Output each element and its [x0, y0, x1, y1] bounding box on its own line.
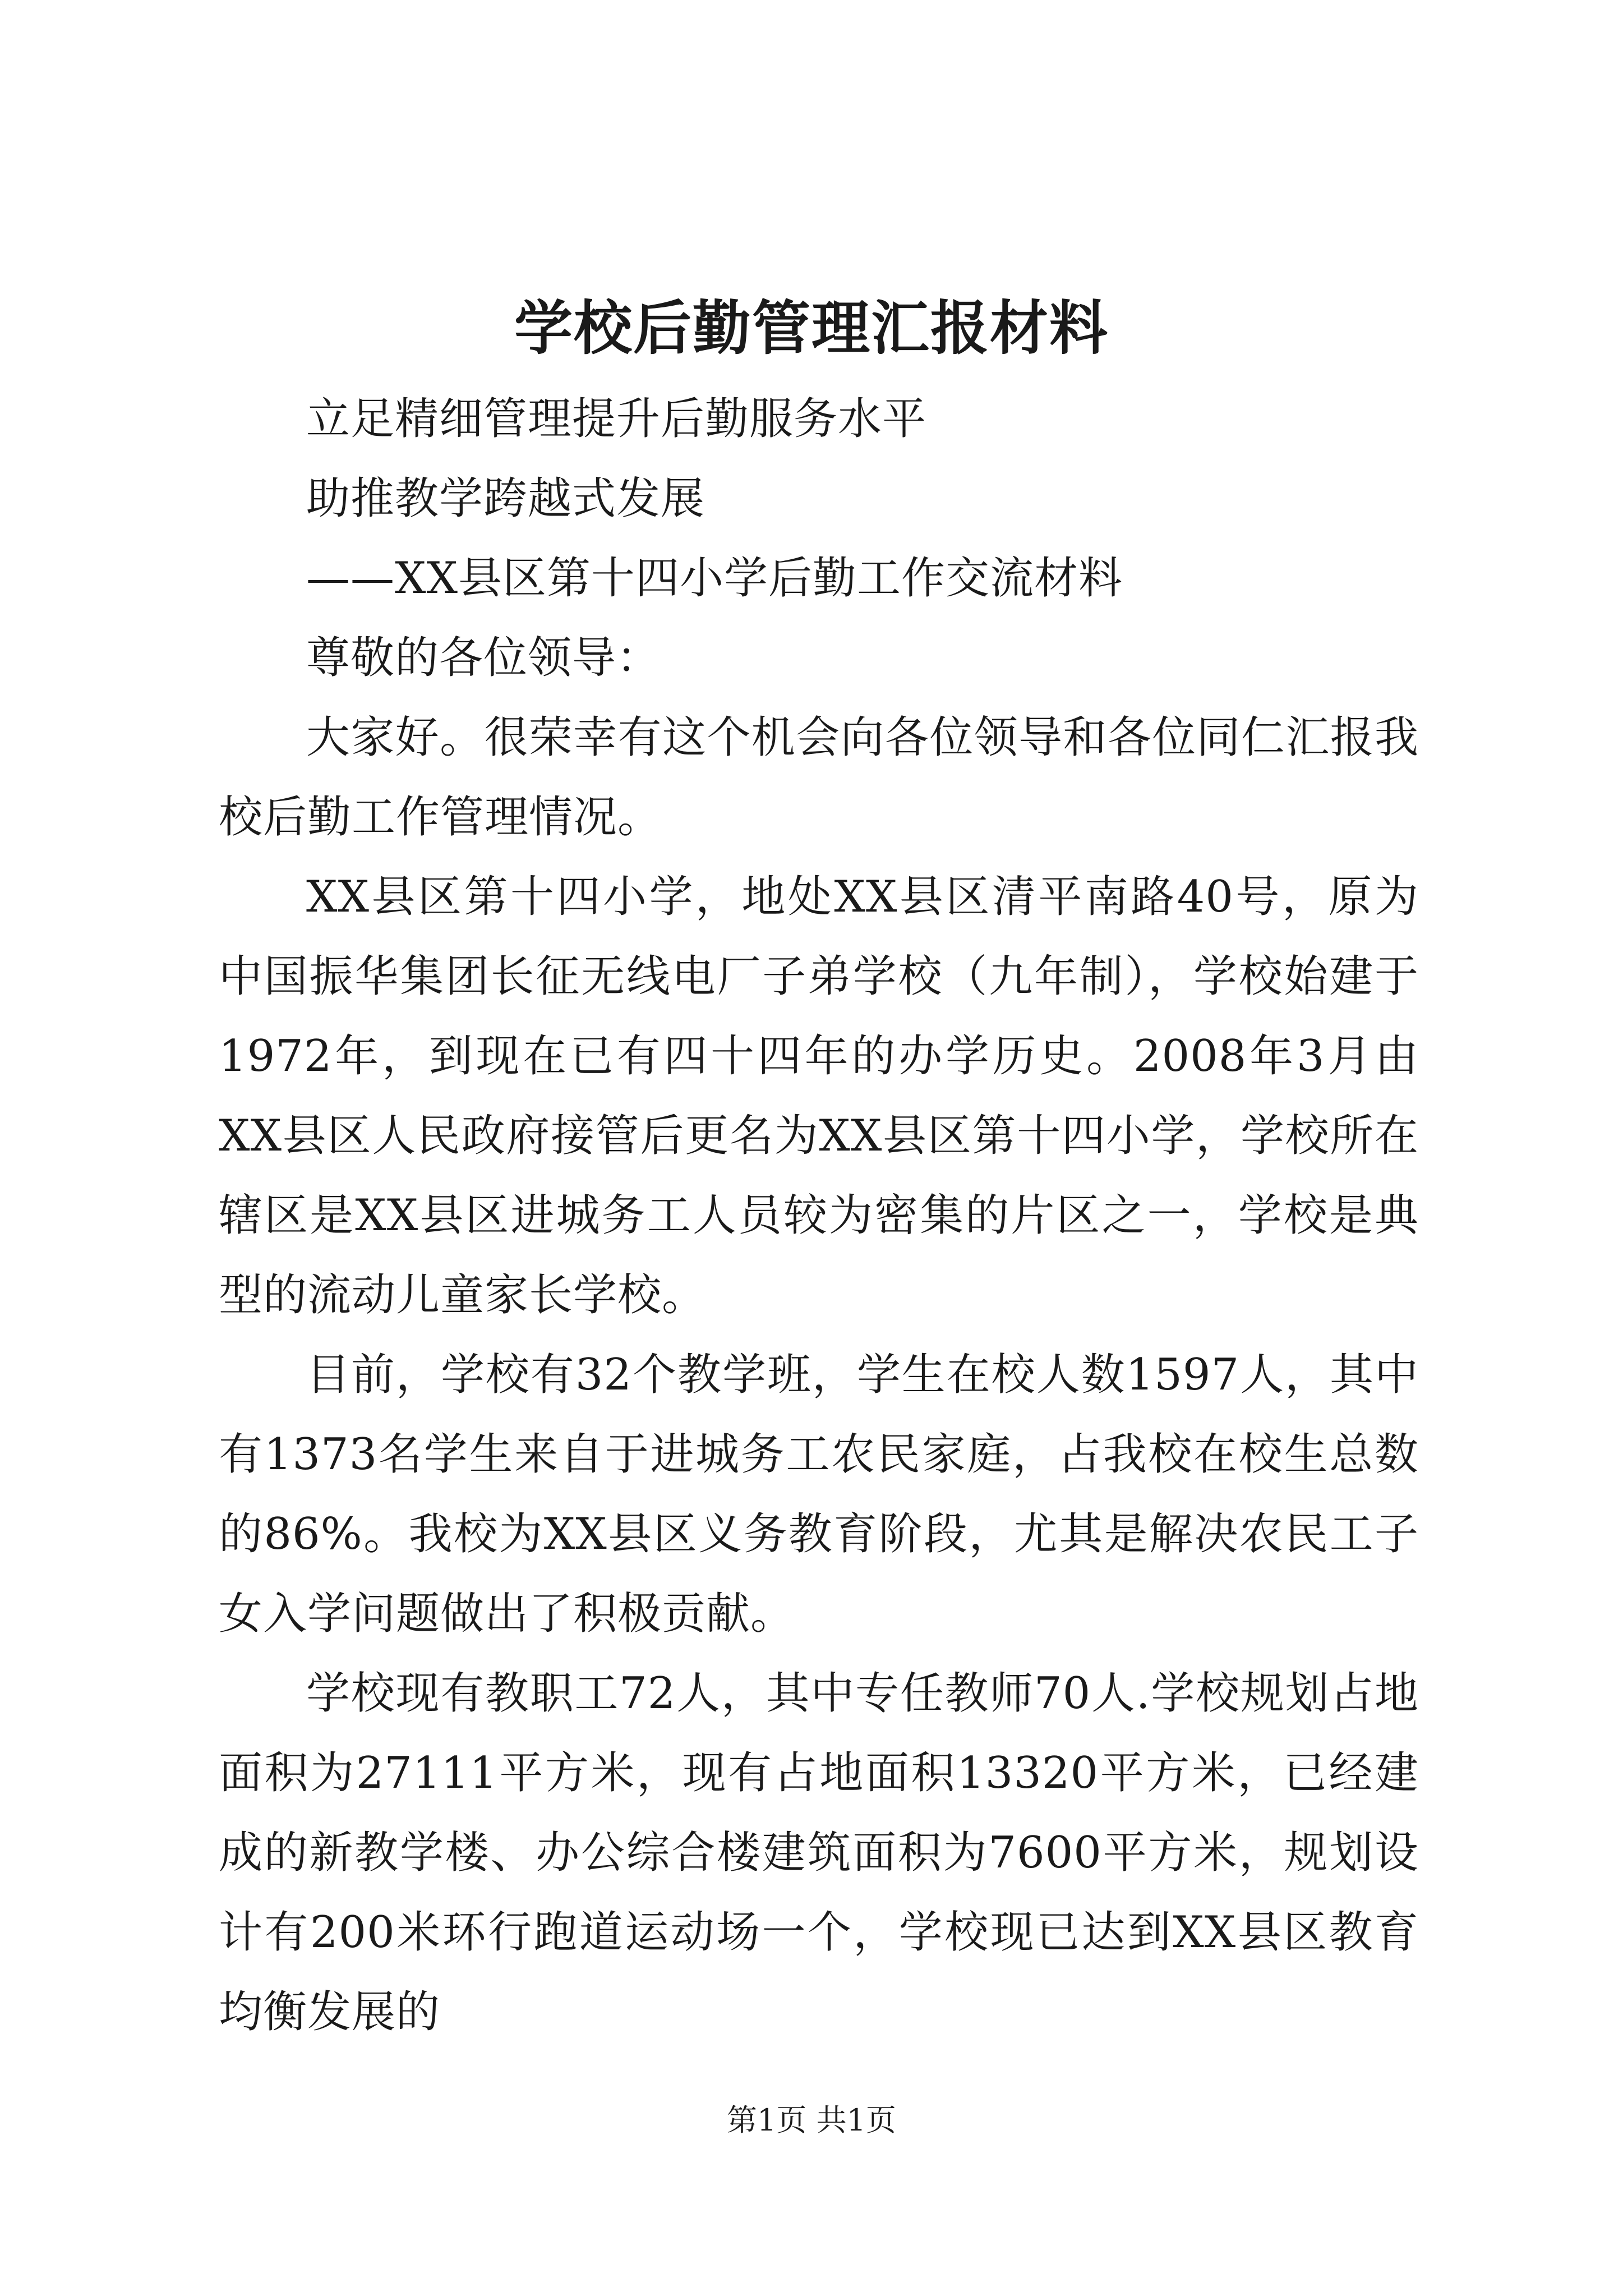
- document-title: 学校后勤管理汇报材料: [514, 293, 1109, 362]
- body-paragraph: 学校现有教职工72人，其中专任教师70人.学校规划占地面积为27111平方米，现有占地面积13320平方米，已经建成的新教学楼、办公综合楼建筑面积为7600平方米，规划设计有200米环行跑道运动场一个，学校现已达到XX县区教育均衡发展的: [219, 1668, 1419, 2037]
- document-body: [219, 379, 1419, 2052]
- subtitle-line-3: ——XX县区第十四小学后勤工作交流材料: [306, 553, 1123, 604]
- salutation: 尊敬的各位领导：: [306, 633, 661, 683]
- body-paragraph: 大家好。很荣幸有这个机会向各位领导和各位同仁汇报我校后勤工作管理情况。: [219, 712, 1419, 843]
- subtitle-line-1: 立足精细管理提升后勤服务水平: [306, 394, 927, 444]
- page-footer: 第1页 共1页: [727, 2102, 896, 2138]
- subtitle-line-2: 助推教学跨越式发展: [306, 473, 706, 524]
- body-paragraph: XX县区第十四小学，地处XX县区清平南路40号，原为中国振华集团长征无线电厂子弟学校（九年制），学校始建于1972年，到现在已有四十四年的办学历史。2008年3月由XX县区人民政府接管后更名为XX县区第十四小学，学校所在辖区是XX县区进城务工人员较为密集的片区之一，学校是典型的流动儿童家长学校。: [219, 872, 1419, 1320]
- body-paragraph: 目前，学校有32个教学班，学生在校人数1597人，其中有1373名学生来自于进城务工农民家庭，占我校在校生总数的86%。我校为XX县区义务教育阶段，尤其是解决农民工子女入学问题做出了积极贡献。: [219, 1350, 1419, 1639]
